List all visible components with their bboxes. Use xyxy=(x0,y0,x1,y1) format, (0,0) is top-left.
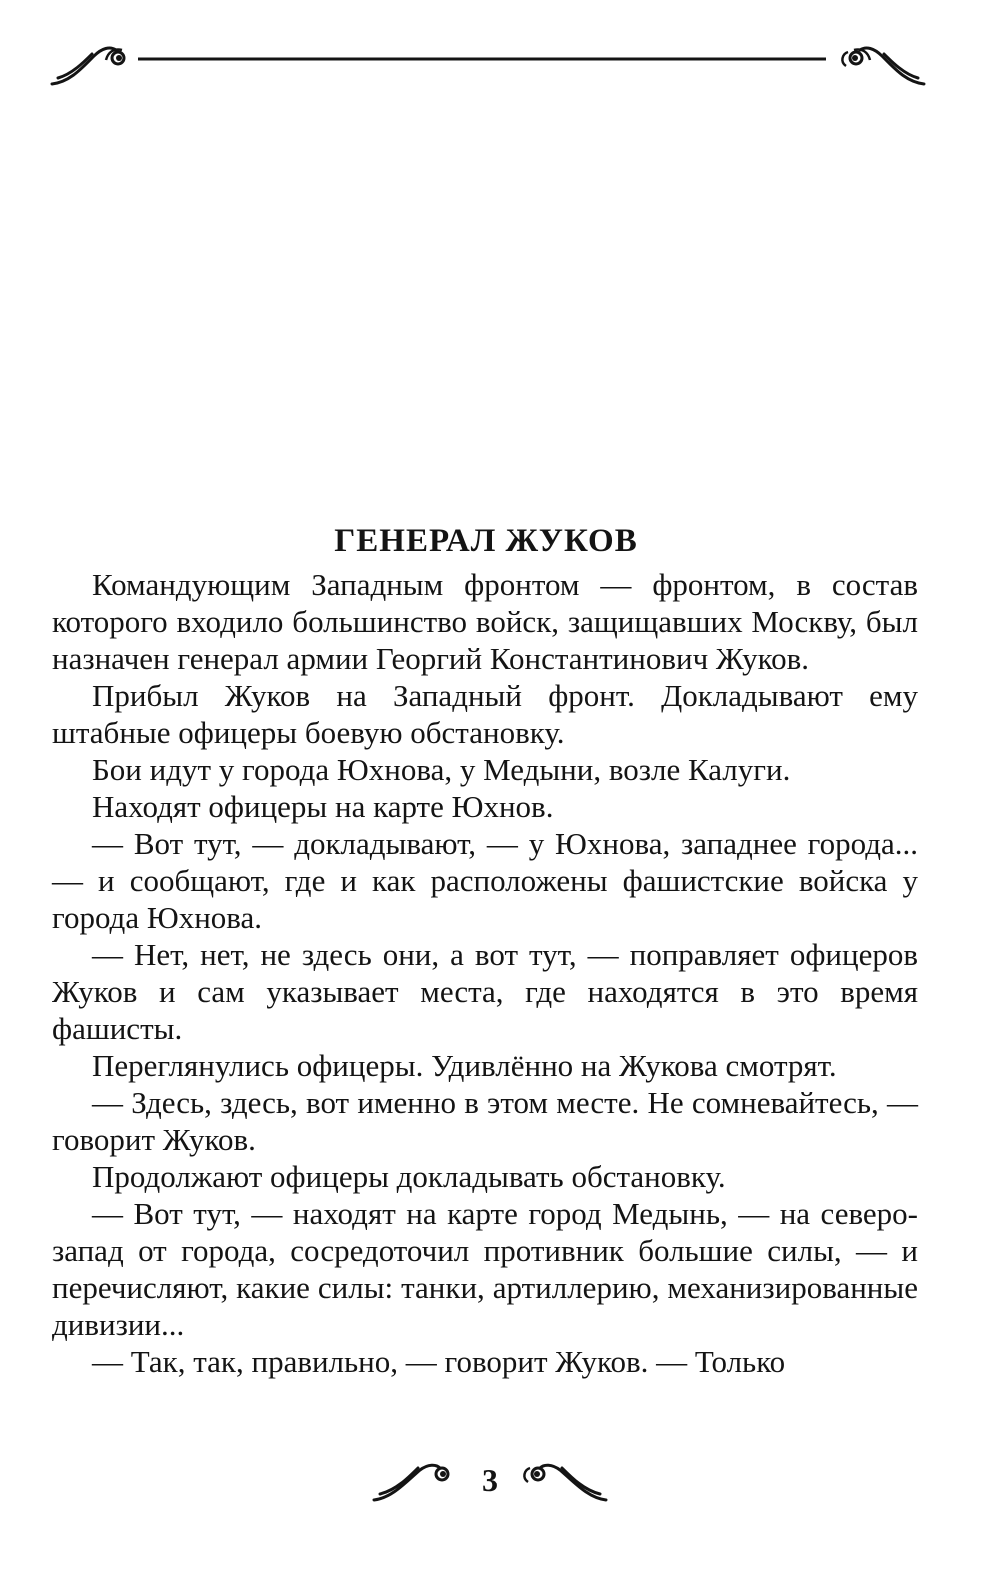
paragraph: — Здесь, здесь, вот именно в этом месте. Не сомневайтесь, — говорит Жуков. xyxy=(52,1085,918,1157)
paragraph: Находят офицеры на карте Юхнов. xyxy=(92,789,554,824)
right-scroll-icon xyxy=(860,48,924,84)
footer-right-scroll-icon xyxy=(520,1456,610,1506)
paragraph: — Нет, нет, не здесь они, а вот тут, — поправляет офицеров Жуков и сам указывает места, где находятся в это время фашисты. xyxy=(52,937,918,1046)
page-number: 3 xyxy=(482,1462,498,1498)
page-footer xyxy=(360,1456,620,1516)
paragraph: — Так, так, правильно, — говорит Жуков. — Только xyxy=(92,1344,786,1379)
header-ornament xyxy=(48,38,928,90)
body-text xyxy=(52,566,918,1380)
chapter-title: ГЕНЕРАЛ ЖУКОВ xyxy=(334,523,638,559)
paragraph: — Вот тут, — докладывают, — у Юхнова, западнее города... — и сообщают, где и как расположены фашистские войска у города Юхнова. xyxy=(52,826,918,935)
paragraph: Бои идут у города Юхнова, у Медыни, возле Калуги. xyxy=(92,752,791,787)
paragraph: Командующим Западным фронтом — фронтом, в состав которого входило большинство войск, защищавших Москву, был назначен генерал армии Георгий Константинович Жуков. xyxy=(52,567,918,676)
left-scroll-icon xyxy=(52,48,116,84)
paragraph: Продолжают офицеры докладывать обстановку. xyxy=(92,1159,726,1194)
paragraph: Переглянулись офицеры. Удивлённо на Жукова смотрят. xyxy=(92,1048,837,1083)
paragraph: — Вот тут, — находят на карте город Медынь, — на северо-запад от города, сосредоточил противник большие силы, — и перечисляют, какие силы: танки, артиллерию, механизированные дивизии... xyxy=(52,1196,918,1342)
paragraph: Прибыл Жуков на Западный фронт. Докладывают ему штабные офицеры боевую обстановку. xyxy=(52,678,918,750)
